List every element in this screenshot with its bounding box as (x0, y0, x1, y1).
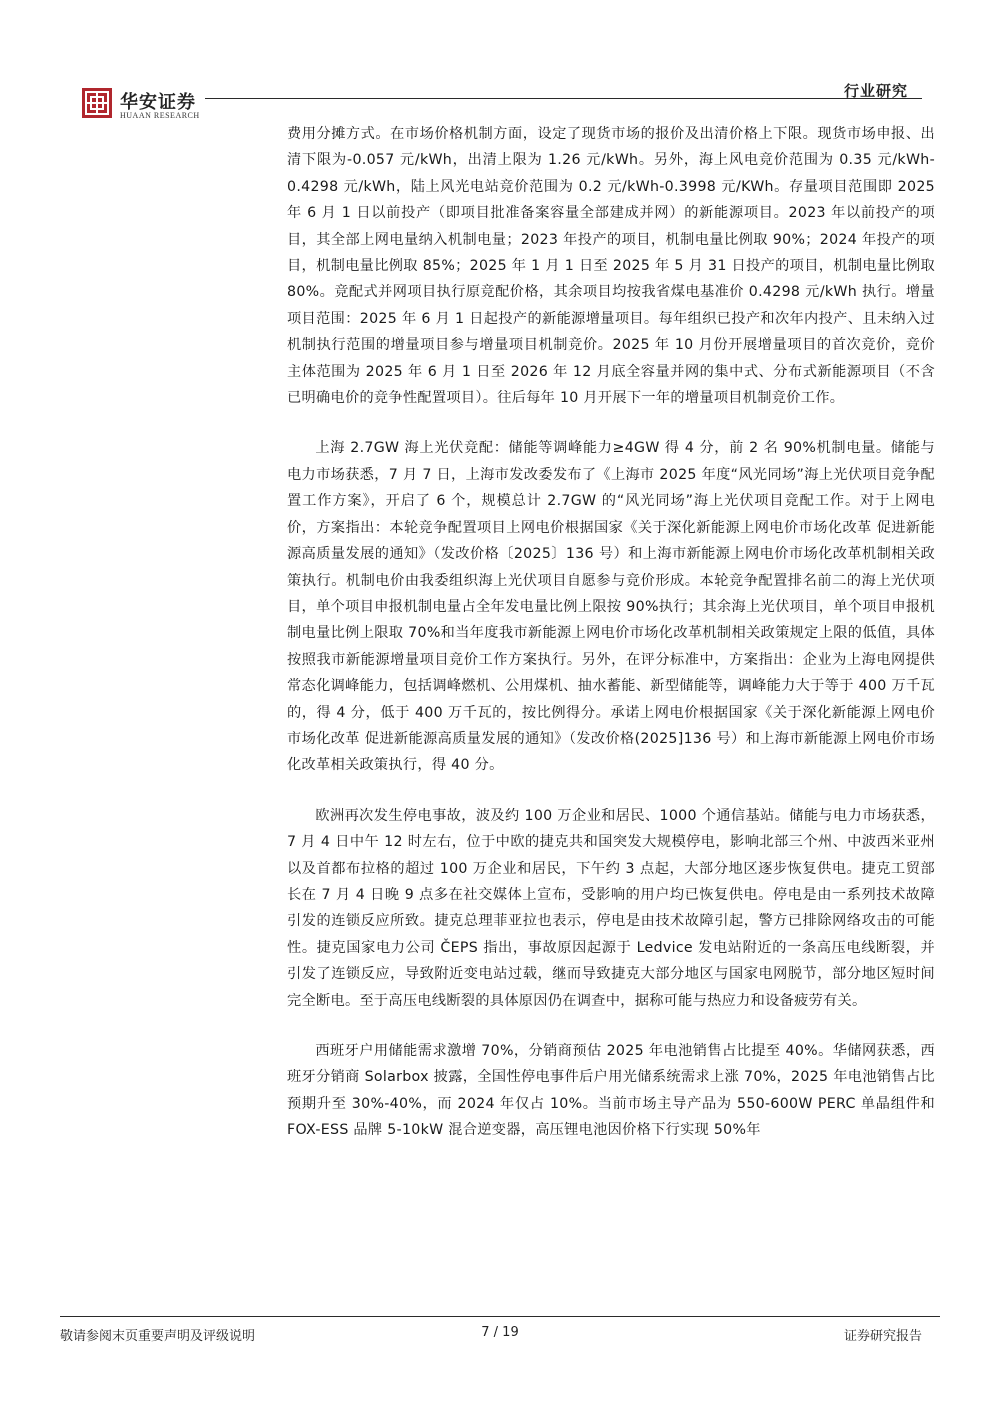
footer-doc-type: 证券研究报告 (843, 1329, 922, 1344)
logo-name-en: HUAAN RESEARCH (120, 111, 200, 120)
paragraph-gap (287, 779, 935, 803)
paragraph: 费用分摊方式。在市场价格机制方面，设定了现货市场的报价及出清价格上下限。现货市场申报、出清下限为-0.057 元/kWh，出清上限为 1.26 元/kWh。另外，海上风电竞价范围为 0.35 元/kWh-0.4298 元/kWh，陆上风光电站竞价范围为 0.2 元/kWh-0.3998 元/KWh。存量项目范围即 2025 年 6 月 1 日以前投产（即项目批准备案容量全部建成并网）的新能源项目。2023 年以前投产的项目，其全部上网电量纳入机制电量；2023 年投产的项目，机制电量比例取 90%；2024 年投产的项目，机制电量比例取 85%；2025 年 1 月 1 日至 2025 年 5 月 31 日投产的项目，机制电量比例取 80%。竞配式并网项目执行原竞配价格，其余项目均按我省煤电基准价 0.4298 元/kWh 执行。增量项目范围：2025 年 6 月 1 日起投产的新能源增量项目。每年组织已投产和次年内投产、且未纳入过机制执行范围的增量项目参与增量项目机制竞价。2025 年 10 月份开展增量项目的首次竞价，竞价主体范围为 2025 年 6 月 1 日至 2026 年 12 月底全容量并网的集中式、分布式新能源项目（不含已明确电价的竞争性配置项目）。往后每年 10 月开展下一年的增量项目机制竞价工作。 (287, 126, 935, 407)
paragraph-gap (287, 411, 935, 435)
footer-disclaimer: 敬请参阅末页重要声明及评级说明 (60, 1329, 256, 1344)
section-title: 行业研究 (843, 82, 908, 100)
paragraph: 上海 2.7GW 海上光伏竞配：储能等调峰能力≥4GW 得 4 分，前 2 名 90%机制电量。储能与电力市场获悉，7 月 7 日，上海市发改委发布了《上海市 2025 年度“风光同场”海上光伏项目竞争配置工作方案》，开启了 6 个，规模总计 2.7GW 的“风光同场”海上光伏项目竞配工作。对于上网电价，方案指出：本轮竞争配置项目上网电价根据国家《关于深化新能源上网电价市场化改革 促进新能源高质量发展的通知》（发改价格〔2025〕136 号）和上海市新能源上网电价市场化改革机制相关政策执行。机制电价由我委组织海上光伏项目自愿参与竞价形成。本轮竞争配置排名前二的海上光伏项目，单个项目申报机制电量占全年发电量比例上限按 90%执行；其余海上光伏项目，单个项目申报机制电量比例上限取 70%和当年度我市新能源上网电价市场化改革机制相关政策规定上限的低值，具体按照我市新能源增量项目竞价工作方案执行。另外，在评分标准中，方案指出：企业为上海电网提供常态化调峰能力，包括调峰燃机、公用煤机、抽水蓄能、新型储能等，调峰能力大于等于 400 万千瓦的，得 4 分，低于 400 万千瓦的，按比例得分。承诺上网电价根据国家《关于深化新能源上网电价市场化改革 促进新能源高质量发展的通知》（发改价格(2025]136 号）和上海市新能源上网电价市场化改革相关政策执行，得 40 分。 (287, 440, 935, 774)
page-header (0, 0, 1000, 120)
page-footer (0, 1316, 1000, 1356)
page-number: 7 / 19 (481, 1325, 519, 1340)
paragraph-gap (287, 1014, 935, 1038)
header-divider (205, 98, 922, 99)
paragraph: 西班牙户用储能需求激增 70%，分销商预估 2025 年电池销售占比提至 40%。华储网获悉，西班牙分销商 Solarbox 披露，全国性停电事件后户用光储系统需求上涨 70%，2025 年电池销售占比预期升至 30%-40%，而 2024 年仅占 10%。当前市场主导产品为 550-600W PERC 单晶组件和 FOX-ESS 品牌 5-10kW 混合逆变器，高压锂电池因价格下行实现 50%年 (287, 1043, 935, 1139)
huaan-logo-icon (82, 88, 112, 118)
paragraph: 欧洲再次发生停电事故，波及约 100 万企业和居民、1000 个通信基站。储能与电力市场获悉，7 月 4 日中午 12 时左右，位于中欧的捷克共和国突发大规模停电，影响北部三个州、中波西米亚州以及首都布拉格的超过 100 万企业和居民，下午约 3 点起，大部分地区逐步恢复供电。捷克工贸部长在 7 月 4 日晚 9 点多在社交媒体上宣布，受影响的用户均已恢复供电。停电是由一系列技术故障引发的连锁反应所致。捷克总理菲亚拉也表示，停电是由技术故障引起，警方已排除网络攻击的可能性。捷克国家电力公司 ČEPS 指出，事故原因起源于 Ledvice 发电站附近的一条高压电线断裂，并引发了连锁反应，导致附近变电站过载，继而导致捷克大部分地区与国家电网脱节，部分地区短时间完全断电。至于高压电线断裂的具体原因仍在调查中，据称可能与热应力和设备疲劳有关。 (287, 807, 935, 1009)
logo-name-cn: 华安证券 (120, 92, 196, 113)
report-body (287, 121, 935, 1144)
footer-divider (60, 1316, 940, 1317)
